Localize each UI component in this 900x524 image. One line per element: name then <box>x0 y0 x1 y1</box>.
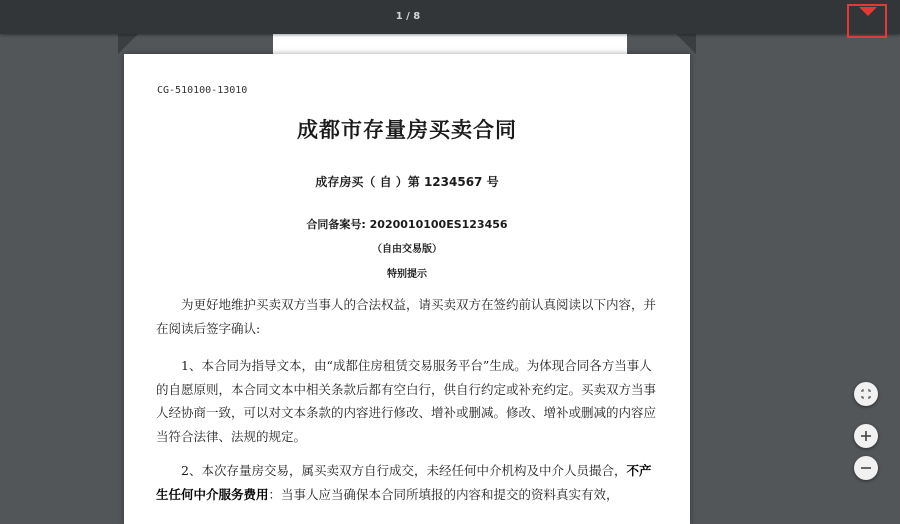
edition-label: （自由交易版） <box>372 244 442 255</box>
chevron-down-icon <box>856 6 880 22</box>
clause-2-intro: 2、本次存量房交易，属买卖双方自行成交，未经任何中介机构及中介人员撮合， <box>181 463 627 478</box>
minus-icon <box>854 456 878 480</box>
page-top-tab <box>273 34 627 56</box>
plus-icon <box>854 424 878 448</box>
fit-to-page-icon <box>854 382 878 406</box>
fit-to-page-button[interactable] <box>854 382 878 406</box>
document-subtitle: 成存房买（ 自 ）第 1234567 号 <box>315 175 499 189</box>
viewer-toolbar <box>0 0 900 34</box>
page-indicator: 1 / 8 <box>395 11 421 22</box>
zoom-out-button[interactable] <box>854 456 878 480</box>
clause-2-bold: 不产生任何中介服务费用 <box>156 463 652 502</box>
zoom-in-button[interactable] <box>854 424 878 448</box>
decorative-wedge-right <box>676 34 696 54</box>
paragraph-clause-2 <box>156 459 656 506</box>
paragraph-clause-1: 1、本合同为指导文本，由“成都住房租赁交易服务平台”生成。为体现合同各方当事人的自愿原则，本合同文本中相关条款后都有空白行，供自行约定或补充约定。买卖双方当事人经协商一致，可以对文本条款的内容进行修改、增补或删减。修改、增补或删减的内容应当符合法律、法规的规定。 <box>156 358 657 444</box>
paragraph-intro: 为更好地维护买卖双方当事人的合法权益，请买卖双方在签约前认真阅读以下内容，并在阅读后签字确认: <box>156 297 657 336</box>
document-page <box>124 54 690 524</box>
document-title: 成都市存量房买卖合同 <box>297 117 517 142</box>
decorative-wedge-left <box>118 34 138 54</box>
notice-heading: 特别提示 <box>387 269 427 280</box>
menu-toggle-button[interactable] <box>847 4 887 38</box>
filing-number: 合同备案号: 2020010100ES123456 <box>306 218 508 231</box>
clause-2-rest: ：当事人应当确保本合同所填报的内容和提交的资料真实有效， <box>268 486 619 502</box>
document-code: CG-510100-13010 <box>157 85 248 96</box>
